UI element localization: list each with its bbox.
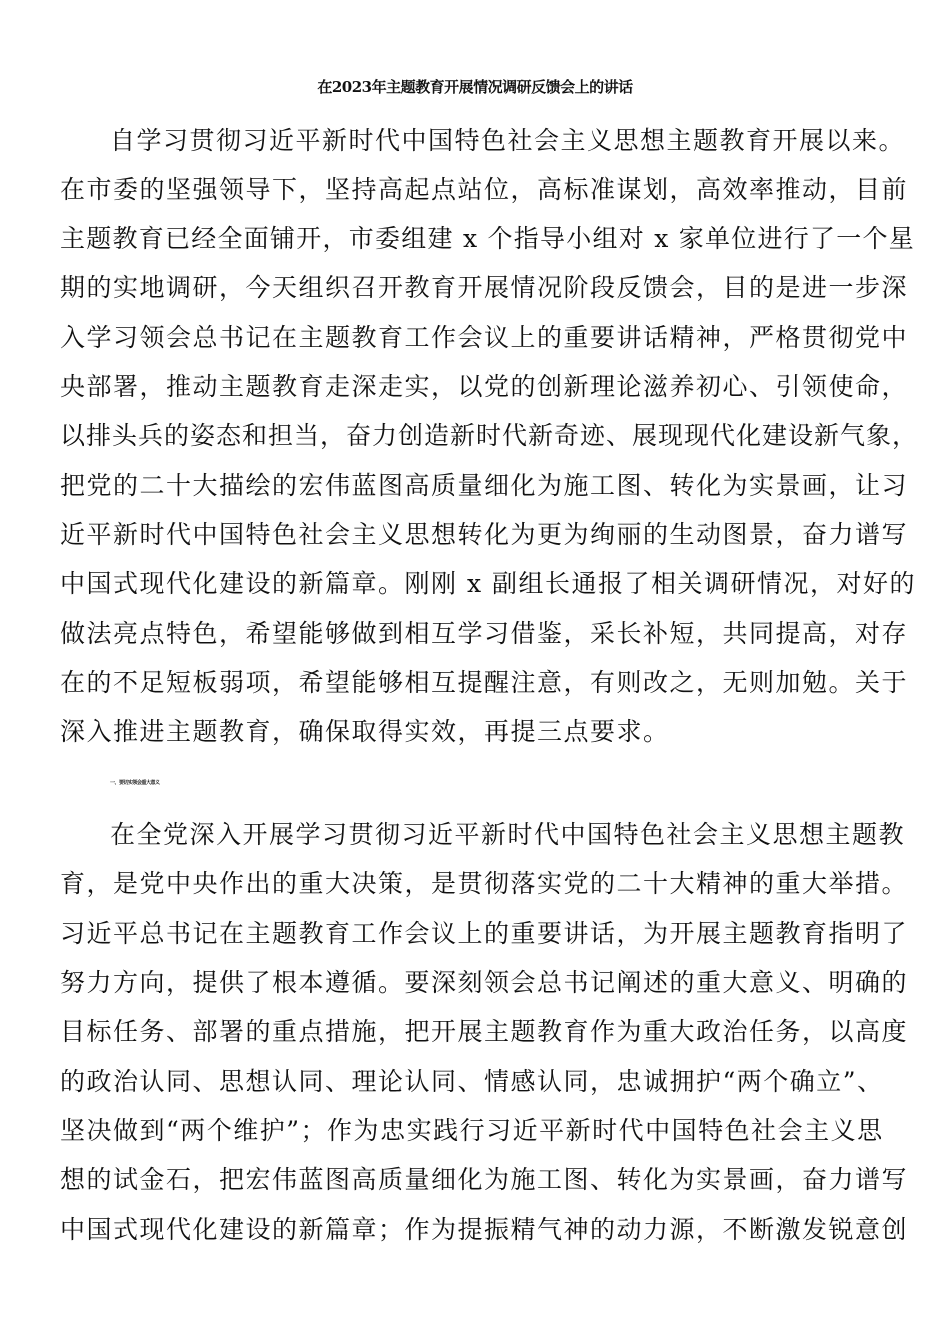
document-title: 在2023年主题教育开展情况调研反馈会上的讲话 [317, 78, 633, 96]
paragraph-line: 做法亮点特色，希望能够做到相互学习借鉴，采长补短，共同提高，对存 [60, 619, 909, 648]
paragraph-line: 目标任务、部署的重点措施，把开展主题教育作为重大政治任务，以高度 [60, 1017, 909, 1046]
paragraph-line: 自学习贯彻习近平新时代中国特色社会主义思想主题教育开展以来。 [110, 126, 906, 155]
paragraph-line: 坚决做到“两个维护”；作为忠实践行习近平新时代中国特色社会主义思 [60, 1116, 884, 1145]
paragraph-line: 把党的二十大描绘的宏伟蓝图高质量细化为施工图、转化为实景画，让习 [60, 471, 909, 500]
paragraph-line: 深入推进主题教育，确保取得实效，再提三点要求。 [60, 717, 670, 746]
paragraph-line: 中国式现代化建设的新篇章；作为提振精气神的动力源，不断激发锐意创 [60, 1215, 909, 1244]
paragraph-line: 以排头兵的姿态和担当，奋力创造新时代新奇迹、展现现代化建设新气象， [60, 421, 919, 450]
paragraph-line: 在市委的坚强领导下，坚持高起点站位，高标准谋划，高效率推动，目前 [60, 175, 909, 204]
section-heading: 一、要切实领会重大意义 [110, 780, 160, 786]
paragraph-line: 努力方向，提供了根本遵循。要深刻领会总书记阐述的重大意义、明确的 [60, 968, 909, 997]
paragraph-line: 在的不足短板弱项，希望能够相互提醒注意，有则改之，无则加勉。关于 [60, 668, 909, 697]
paragraph-line: 的政治认同、思想认同、理论认同、情感认同，忠诚拥护“两个确立”、 [60, 1067, 884, 1096]
paragraph-line: 中国式现代化建设的新篇章。刚刚 x 副组长通报了相关调研情况，对好的 [60, 569, 916, 598]
paragraph-line: 期的实地调研，今天组织召开教育开展情况阶段反馈会，目的是进一步深 [60, 273, 909, 302]
paragraph-line: 入学习领会总书记在主题教育工作会议上的重要讲话精神，严格贯彻党中 [60, 323, 909, 352]
paragraph-line: 主题教育已经全面铺开，市委组建 x 个指导小组对 x 家单位进行了一个星 [60, 224, 915, 253]
paragraph-line: 在全党深入开展学习贯彻习近平新时代中国特色社会主义思想主题教 [110, 820, 906, 849]
paragraph-line: 习近平总书记在主题教育工作会议上的重要讲话，为开展主题教育指明了 [60, 919, 909, 948]
paragraph-line: 近平新时代中国特色社会主义思想转化为更为绚丽的生动图景，奋力谱写 [60, 520, 909, 549]
paragraph-line: 育，是党中央作出的重大决策，是贯彻落实党的二十大精神的重大举措。 [60, 869, 909, 898]
paragraph-line: 想的试金石，把宏伟蓝图高质量细化为施工图、转化为实景画，奋力谱写 [60, 1165, 909, 1194]
paragraph-line: 央部署，推动主题教育走深走实，以党的创新理论滋养初心、引领使命， [60, 372, 909, 401]
